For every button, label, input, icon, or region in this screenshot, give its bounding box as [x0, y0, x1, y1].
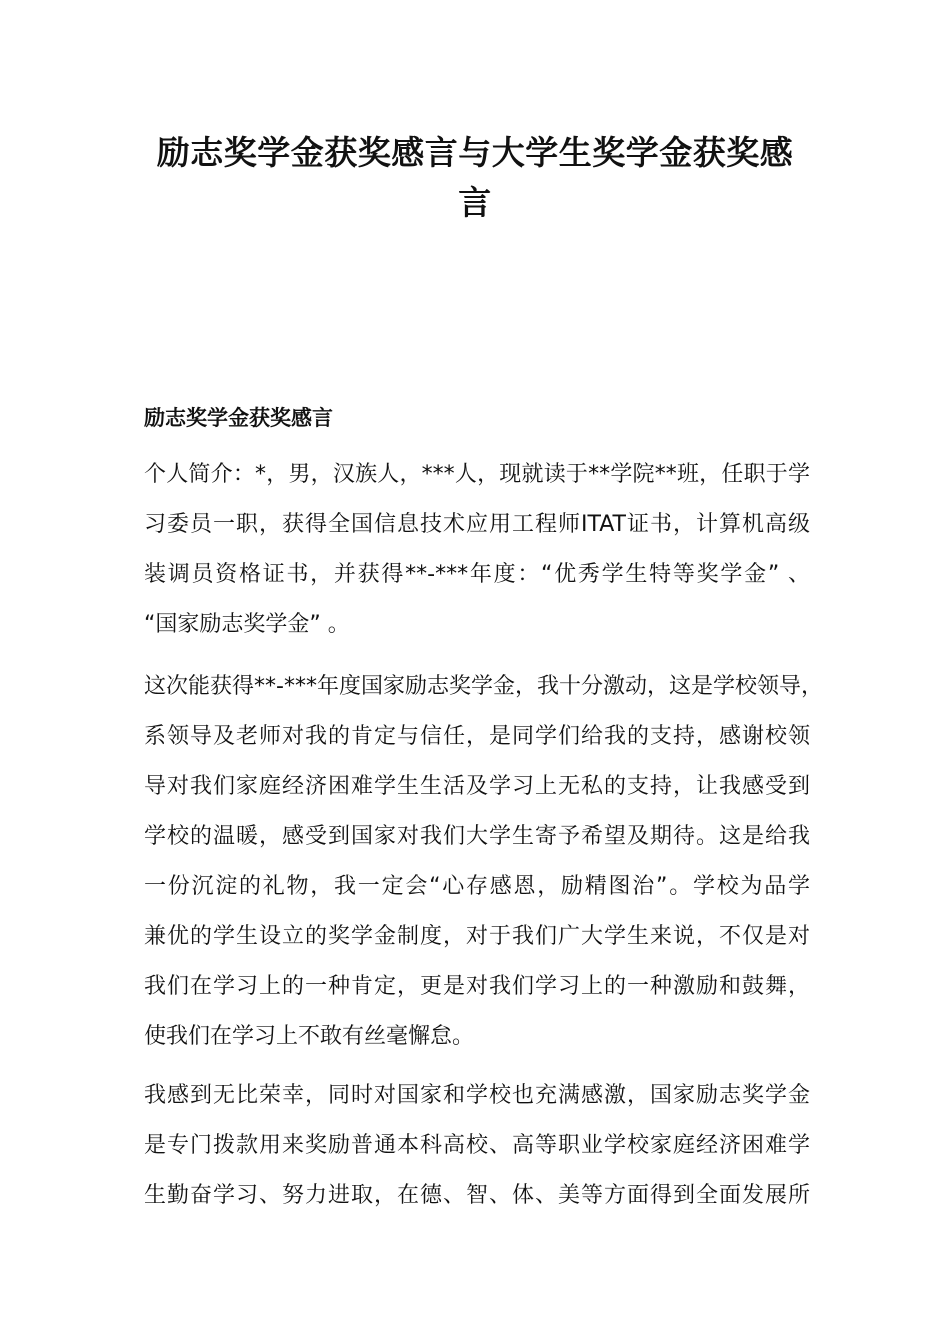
- text-line: 生勤奋学习、努力进取，在德、智、体、美等方面得到全面发展所: [144, 1183, 810, 1208]
- text-line: 装调员资格证书，并获得**-***年度：“优秀学生特等奖学金” 、: [144, 562, 810, 587]
- text-line: 我感到无比荣幸，同时对国家和学校也充满感激，国家励志奖学金: [144, 1083, 810, 1108]
- text-line: 我们在学习上的一种肯定，更是对我们学习上的一种激励和鼓舞，: [144, 974, 810, 999]
- section-heading: 励志奖学金获奖感言: [144, 406, 333, 430]
- paragraph-honor: [144, 1071, 810, 1221]
- text-line: 使我们在学习上不敢有丝毫懈怠。: [144, 1024, 475, 1049]
- text-line: “国家励志奖学金” 。: [144, 612, 350, 637]
- document-title: [140, 128, 810, 228]
- paragraph-gratitude: [144, 662, 823, 1062]
- text-line: 兼优的学生设立的奖学金制度，对于我们广大学生来说，不仅是对: [144, 924, 810, 949]
- text-line: 系领导及老师对我的肯定与信任，是同学们给我的支持，感谢校领: [144, 724, 810, 749]
- text-line: 习委员一职，获得全国信息技术应用工程师ITAT证书，计算机高级: [144, 512, 810, 537]
- title-line: 言: [458, 183, 492, 222]
- text-line: 学校的温暖，感受到国家对我们大学生寄予希望及期待。这是给我: [144, 824, 810, 849]
- title-line: 励志奖学金获奖感言与大学生奖学金获奖感: [156, 133, 794, 172]
- text-line: 一份沉淀的礼物，我一定会“心存感恩，励精图治”。学校为品学: [144, 874, 810, 899]
- document-body: [144, 398, 823, 1221]
- paragraph-profile: [144, 450, 810, 650]
- text-line: 是专门拨款用来奖励普通本科高校、高等职业学校家庭经济困难学: [144, 1133, 810, 1158]
- text-line: 这次能获得**-***年度国家励志奖学金，我十分激动，这是学校领导，: [144, 674, 823, 699]
- text-line: 个人简介：*，男，汉族人，***人，现就读于**学院**班，任职于学: [144, 462, 810, 487]
- text-line: 导对我们家庭经济困难学生生活及学习上无私的支持，让我感受到: [144, 774, 810, 799]
